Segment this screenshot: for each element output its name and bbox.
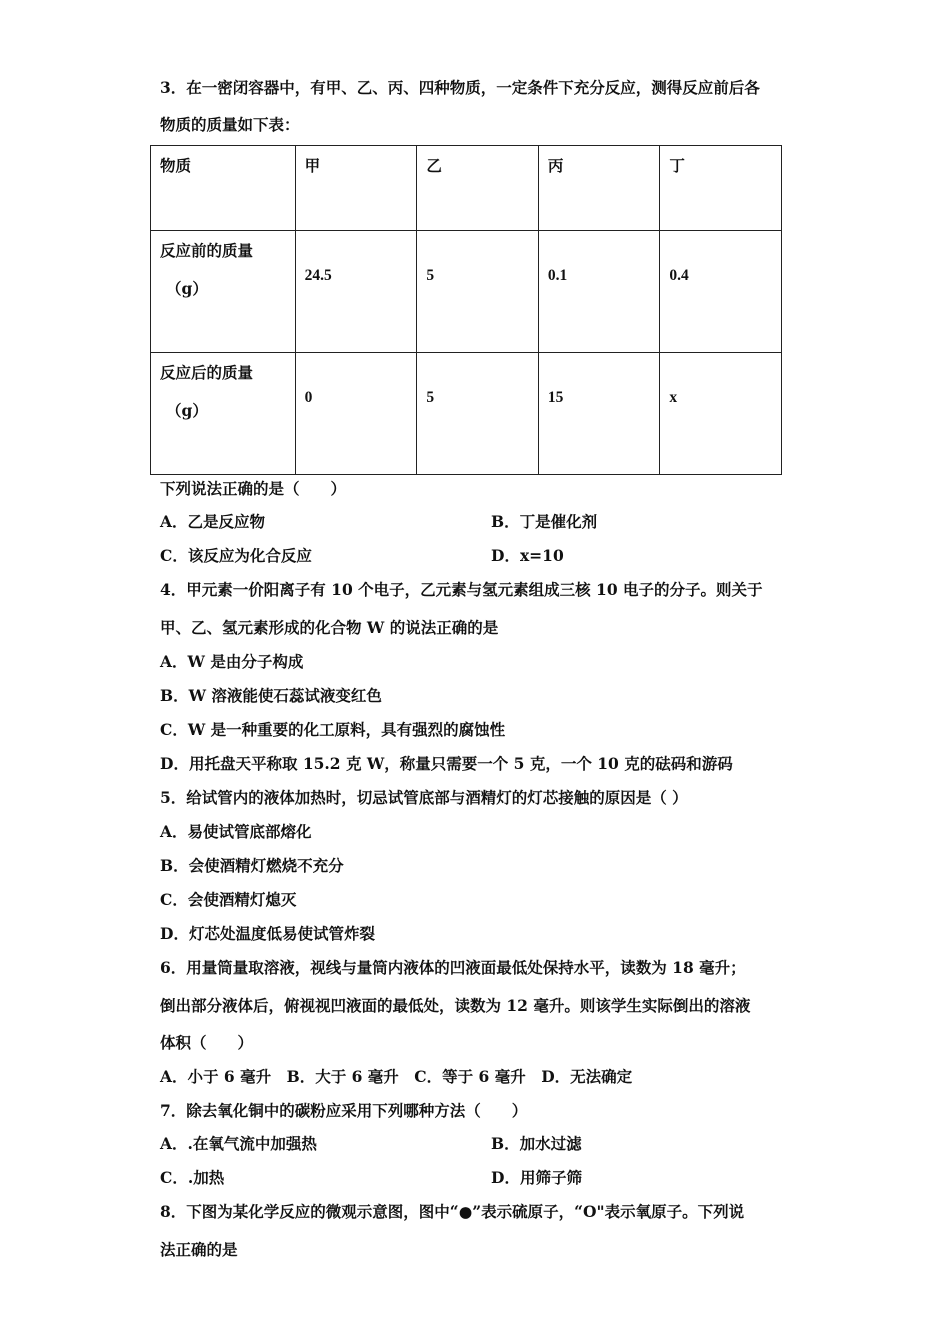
q5-option-b: B．会使酒精灯燃烧不充分 — [160, 856, 344, 875]
q7-option-a: A．.在氧气流中加强热 — [160, 1134, 317, 1153]
q4-stem-line2: 甲、乙、氢元素形成的化合物 W 的说法正确的是 — [160, 618, 499, 637]
table-row-label — [151, 231, 296, 353]
q4-option-b: B．W 溶液能使石蕊试液变红色 — [160, 686, 382, 705]
table-row-label — [151, 353, 296, 475]
mass-table — [150, 145, 782, 475]
table-cell — [295, 353, 417, 475]
row-label-text: 反应后的质量 — [160, 363, 254, 382]
table-cell — [538, 353, 660, 475]
q4-option-c: C．W 是一种重要的化工原料，具有强烈的腐蚀性 — [160, 720, 506, 739]
q4-option-d: D．用托盘天平称取 15.2 克 W，称量只需要一个 5 克，一个 10 克的砝码和游码 — [160, 754, 733, 773]
q3-option-b: B．丁是催化剂 — [491, 512, 598, 531]
q6-stem-line3: 体积（ ） — [160, 1033, 254, 1052]
q7-option-b: B．加水过滤 — [491, 1134, 582, 1153]
q8-stem-line1: 8．下图为某化学反应的微观示意图，图中“●”表示硫原子，“O"表示氧原子。下列说 — [160, 1202, 745, 1221]
q5-option-a: A．易使试管底部熔化 — [160, 822, 312, 841]
q3-stem-line2: 物质的质量如下表： — [160, 115, 300, 134]
q7-stem: 7．除去氧化铜中的碳粉应采用下列哪种方法（ ） — [160, 1101, 528, 1120]
cell-value: 0.4 — [669, 267, 689, 284]
q7-option-d: D．用筛子筛 — [491, 1168, 582, 1187]
table-row — [151, 231, 782, 353]
cell-value: x — [669, 389, 678, 406]
table-header-cell: 物质 — [151, 146, 296, 231]
table-cell — [417, 231, 539, 353]
q7-option-c: C．.加热 — [160, 1168, 225, 1187]
q6-options: A．小于 6 毫升 B．大于 6 毫升 C．等于 6 毫升 D．无法确定 — [160, 1067, 633, 1086]
q5-option-d: D．灯芯处温度低易使试管炸裂 — [160, 924, 375, 943]
cell-value: 24.5 — [304, 267, 332, 284]
q3-question: 下列说法正确的是（ ） — [160, 479, 347, 498]
cell-value: 15 — [547, 389, 564, 406]
q5-option-c: C．会使酒精灯熄灭 — [160, 890, 297, 909]
table-header-cell: 甲 — [295, 146, 417, 231]
q5-stem: 5．给试管内的液体加热时，切忌试管底部与酒精灯的灯芯接触的原因是（ ） — [160, 788, 688, 807]
cell-value: 5 — [426, 267, 435, 284]
q3-option-a: A．乙是反应物 — [160, 512, 266, 531]
cell-value: 5 — [426, 389, 435, 406]
q3-option-c: C．该反应为化合反应 — [160, 546, 312, 565]
table-row — [151, 353, 782, 475]
q4-stem-line1: 4．甲元素一价阳离子有 10 个电子，乙元素与氢元素组成三核 10 电子的分子。则关于 — [160, 580, 763, 599]
table-cell — [660, 353, 782, 475]
table-header-cell: 乙 — [417, 146, 539, 231]
cell-value: 0.1 — [547, 267, 568, 284]
table-header-cell: 丁 — [660, 146, 782, 231]
table-cell — [417, 353, 539, 475]
q8-stem-line2: 法正确的是 — [160, 1240, 238, 1259]
q3-option-d: D．x=10 — [491, 546, 564, 565]
cell-value: 0 — [304, 389, 313, 406]
row-label-text: 反应前的质量 — [160, 241, 254, 260]
row-unit: （g） — [166, 401, 208, 420]
table-cell — [538, 231, 660, 353]
table-cell — [295, 231, 417, 353]
q6-stem-line2: 倒出部分液体后，俯视视凹液面的最低处，读数为 12 毫升。则该学生实际倒出的溶液 — [160, 996, 751, 1015]
q4-option-a: A．W 是由分子构成 — [160, 652, 304, 671]
table-cell — [660, 231, 782, 353]
table-header-cell: 丙 — [538, 146, 660, 231]
table-header-row — [151, 146, 782, 231]
q6-stem-line1: 6．用量筒量取溶液，视线与量筒内液体的凹液面最低处保持水平，读数为 18 毫升； — [160, 958, 746, 977]
row-unit: （g） — [166, 279, 208, 298]
q3-stem-line1: 3．在一密闭容器中，有甲、乙、丙、四种物质，一定条件下充分反应，测得反应前后各 — [160, 78, 760, 97]
